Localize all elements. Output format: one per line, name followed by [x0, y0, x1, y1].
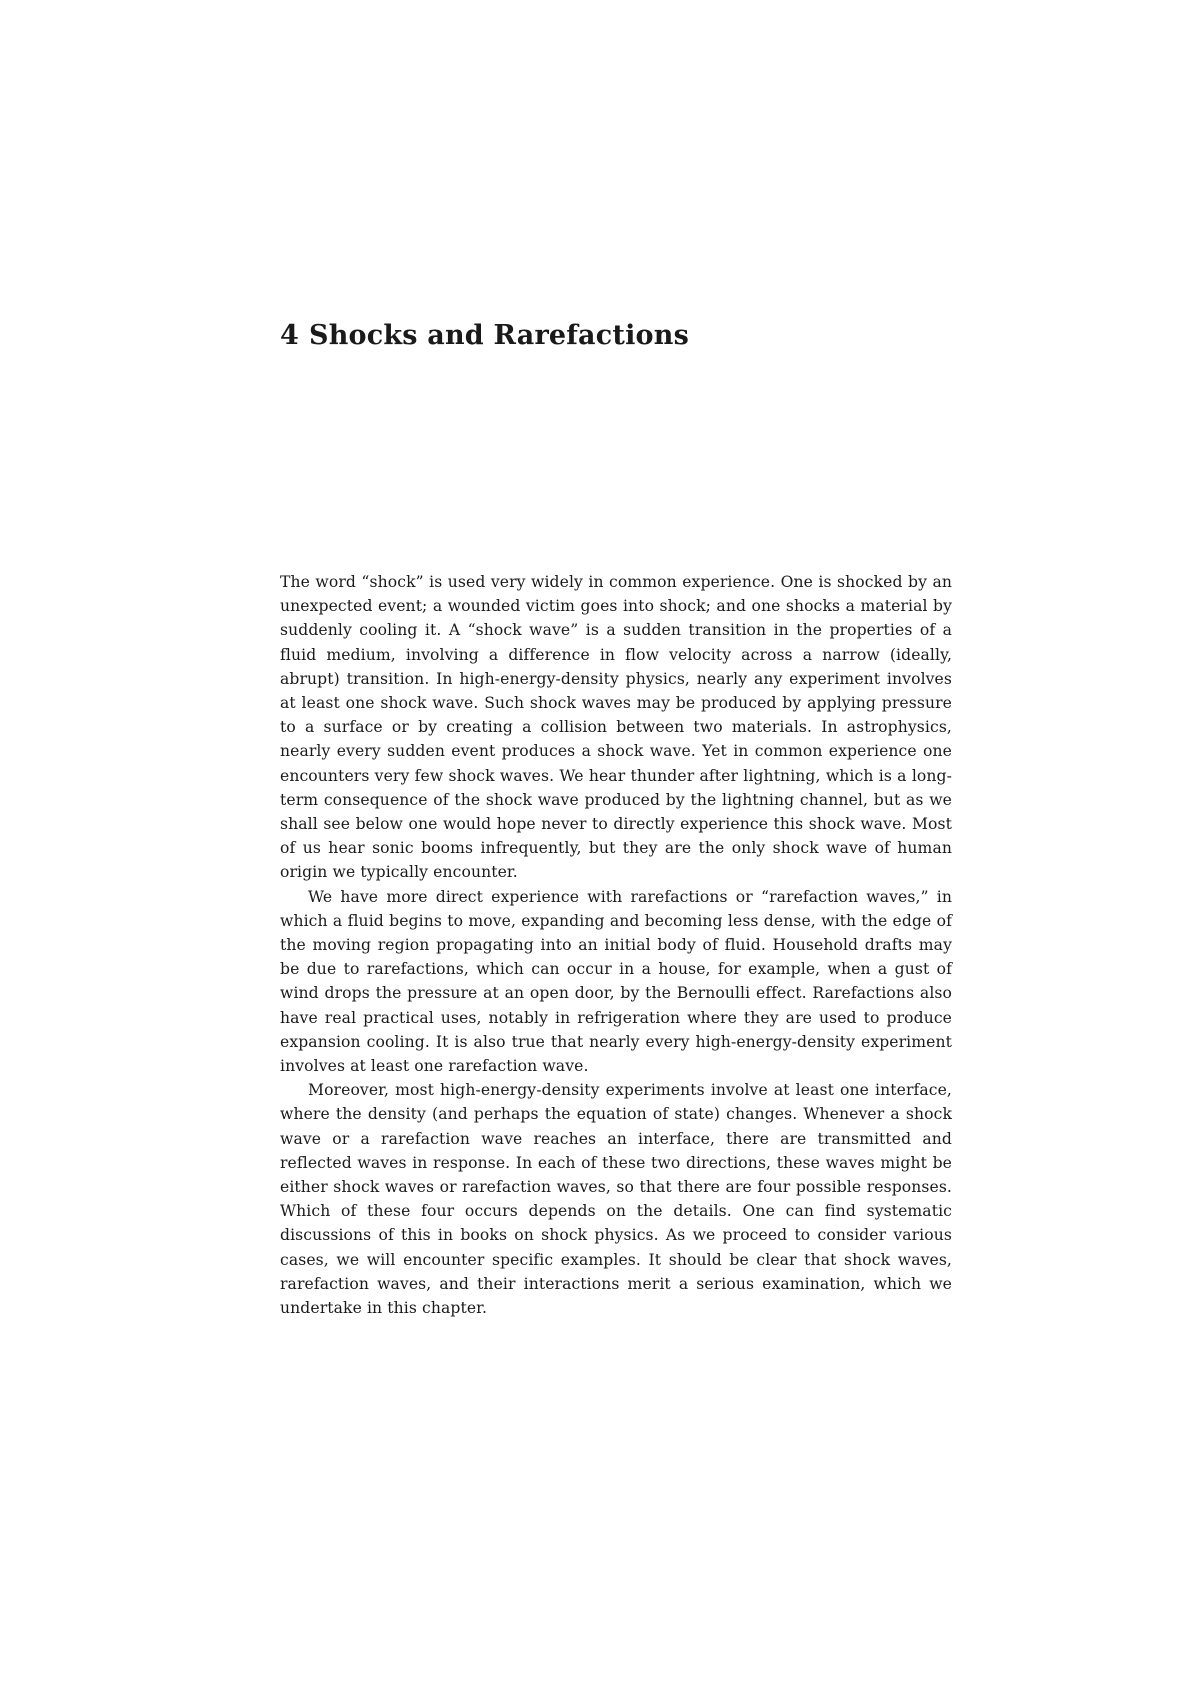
chapter-title: Shocks and Rarefactions: [309, 320, 689, 351]
chapter-number: 4: [280, 320, 299, 351]
paragraph-2: We have more direct experience with rarefactions or “rarefaction waves,” in which a fluid begins to move, expanding and becoming less dense, with the edge of the moving region propagating into an initial body of fluid. Household drafts may be due to rarefactions, which can occur in a house, for example, when a gust of wind drops the pressure at an open door, by the Bernoulli effect. Rarefactions also have real practical uses, notably in refrigeration where they are used to produce expansion cooling. It is also true that nearly every high-energy-density experiment involves at least one rarefaction wave.: [280, 887, 952, 1076]
paragraph-1: The word “shock” is used very widely in common experience. One is shocked by an unexpected event; a wounded victim goes into shock; and one shocks a material by suddenly cooling it. A “shock wave” is a sudden transition in the properties of a fluid medium, involving a difference in flow velocity across a narrow (ideally, abrupt) transition. In high-energy-density physics, nearly any experiment involves at least one shock wave. Such shock waves may be produced by applying pressure to a surface or by creating a collision between two materials. In astrophysics, nearly every sudden event produces a shock wave. Yet in common experience one encounters very few shock waves. We hear thunder after lightning, which is a long-term consequence of the shock wave produced by the lightning channel, but as we shall see below one would hope never to directly experience this shock wave. Most of us hear sonic booms infrequently, but they are the only shock wave of human origin we typically encounter.: [280, 573, 952, 882]
chapter-body: [280, 570, 952, 1320]
chapter-heading: [280, 318, 689, 354]
paragraph-3: Moreover, most high-energy-density experiments involve at least one interface, where the density (and perhaps the equation of state) changes. Whenever a shock wave or a rarefaction wave reaches an interface, there are transmitted and reflected waves in response. In each of these two directions, these waves might be either shock waves or rarefaction waves, so that there are four possible responses. Which of these four occurs depends on the details. One can find systematic discussions of this in books on shock physics. As we proceed to consider various cases, we will encounter specific examples. It should be clear that shock waves, rarefaction waves, and their interactions merit a serious examination, which we undertake in this chapter.: [280, 1081, 952, 1318]
